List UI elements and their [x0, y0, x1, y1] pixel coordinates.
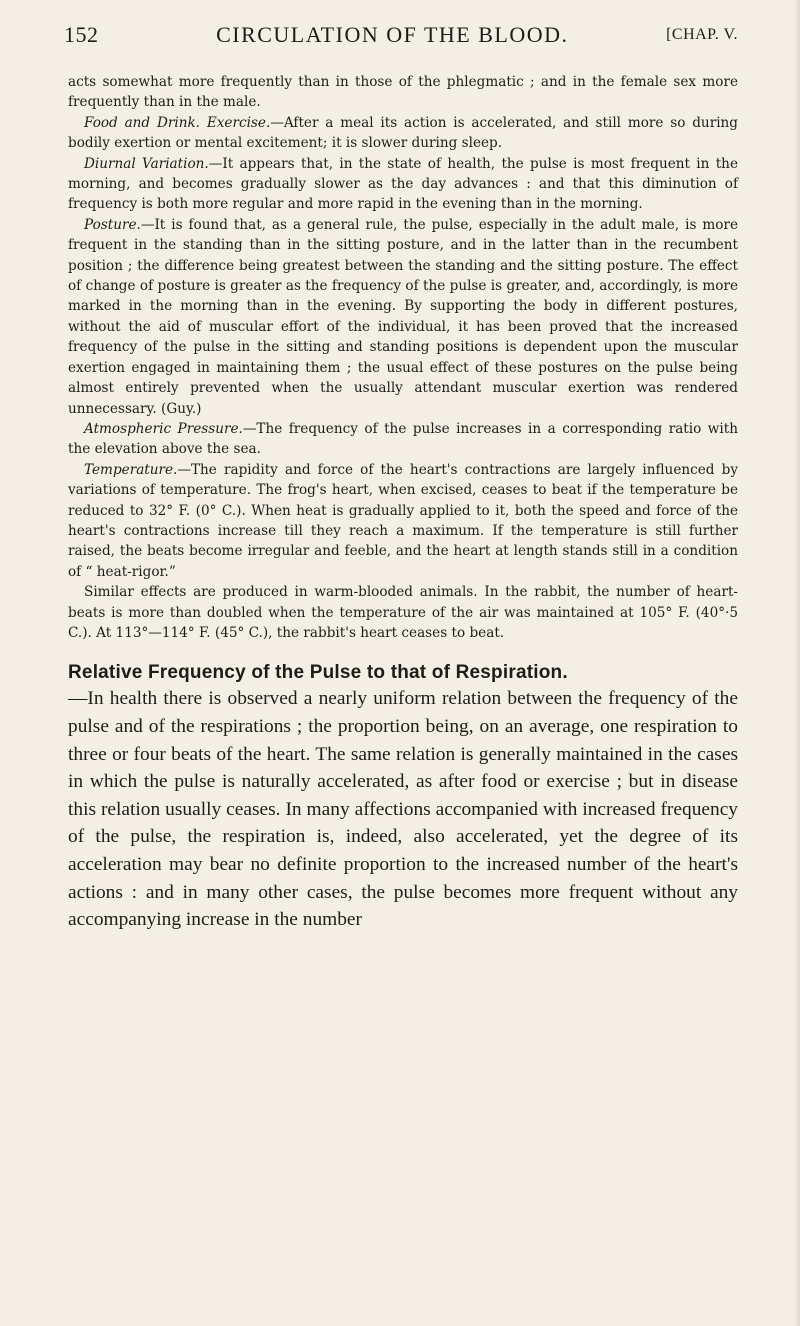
paragraph-atmospheric-pressure [68, 419, 738, 460]
body-text-small [68, 72, 738, 643]
paragraph-text: Similar effects are produced in warm-blooded animals. In the rabbit, the number of heart-beats is more than doubled when the temperature of the air was maintained at 105° F. (40°·5 C.). At 113°—114° F. (45° C.), the rabbit's heart ceases to beat. [68, 584, 738, 641]
paragraph-diurnal-variation [68, 154, 738, 215]
running-title: CIRCULATION OF THE BLOOD. [216, 22, 569, 47]
paragraph-text: acts somewhat more frequently than in those of the phlegmatic ; and in the female sex more frequently than in the male. [68, 74, 738, 111]
paragraph-warm-blooded [68, 582, 738, 643]
chapter-marker: [CHAP. V. [666, 26, 738, 43]
page-number: 152 [64, 22, 99, 47]
section-heading: Relative Frequency of the Pulse to that of Respiration. [68, 662, 568, 684]
paragraph-posture [68, 215, 738, 419]
paragraph-text: —It is found that, as a general rule, the pulse, especially in the adult male, is more frequent in the standing than in the sitting posture, and in the latter than in the recumbent position ; the difference being greatest between the standing and the sitting posture. The effect of change of posture is greater as the frequency of the pulse is greater, and, accordingly, is more marked in the morning than in the evening. By supporting the body in different postures, without the aid of muscular effort of the individual, it has been proved that the increased frequency of the pulse in the sitting and standing positions is dependent upon the muscular exertion engaged in maintaining them ; the usual effect of these postures on the pulse being almost entirely prevented when the usually attendant muscular exertion was rendered unnecessary. (Guy.) [68, 216, 738, 417]
paragraph-text: —It appears that, in the state of health, the pulse is most frequent in the morning, and becomes gradually slower as the day advances : and that this diminution of frequency is both more regular and more rapid in the evening than in the morning. [68, 155, 738, 213]
run-in-heading: Food and Drink. Exercise. [84, 114, 271, 131]
section-pulse-respiration [68, 661, 738, 933]
section-body: —In health there is observed a nearly uniform relation between the frequency of the pulse and of the respirations ; the proportion being, on an average, one respiration to three or four beats of the heart. The same relation is generally maintained in the cases in which the pulse is naturally accelerated, as after food or exercise ; but in disease this relation usually ceases. In many affections accompanied with increased frequency of the pulse, the respiration is, indeed, also accelerated, yet the degree of its acceleration may bear no definite proportion to the increased number of the heart's actions : and in many other cases, the pulse becomes more frequent without any accompanying increase in the number [68, 688, 738, 931]
paragraph-text: —The rapidity and force of the heart's contractions are largely influenced by variations of temperature. The frog's heart, when excised, ceases to beat if the temperature be reduced to 32° F. (0° C.). When heat is gradually applied to it, both the speed and force of the heart's contractions increase till they reach a maximum. If the temperature is still further raised, the beats become irregular and feeble, and the heart at length stands still in a condition of “ heat-rigor.” [68, 461, 738, 580]
run-in-heading: Diurnal Variation. [84, 155, 209, 172]
paragraph-text: —The frequency of the pulse increases in a corresponding ratio with the elevation above the sea. [68, 420, 738, 458]
paragraph-food-drink-exercise [68, 113, 738, 154]
run-in-heading: Temperature. [84, 461, 178, 478]
paragraph-temperature [68, 460, 738, 582]
run-in-heading: Atmospheric Pressure. [84, 420, 243, 437]
paragraph-text: —After a meal its action is accelerated, and still more so during bodily exertion or mental excitement; it is slower during sleep. [68, 114, 738, 152]
page-header [64, 18, 738, 52]
page-edge-shadow [794, 0, 800, 1326]
run-in-heading: Posture. [84, 216, 141, 233]
paragraph-continuation [68, 72, 738, 113]
